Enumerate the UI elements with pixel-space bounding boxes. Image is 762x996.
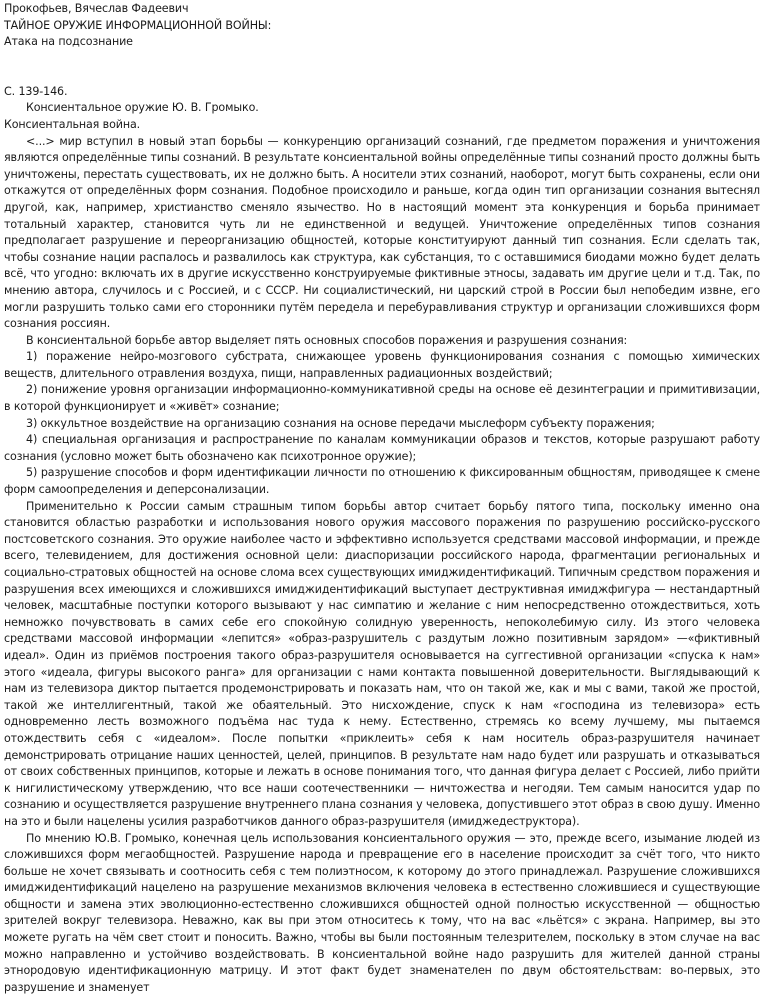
list-item-method-4: 4) специальная организация и распространение по каналам коммуникации образов и текстов, которые разрушают работу сознания (условно может быть обозначено как психотронное оружие); bbox=[4, 432, 760, 465]
list-item-method-1: 1) поражение нейро-мозгового субстрата, снижающее уровень функционирования сознания с помощью химических веществ, длительного отравления воздуха, пищи, направленных радиационных воздействий; bbox=[4, 349, 760, 382]
list-item-method-3: 3) оккультное воздействие на организацию сознания на основе передачи мыслеформ субъекту поражения; bbox=[4, 416, 760, 433]
paragraph-russia: Применительно к России самым страшным типом борьбы автор считает борьбу пятого типа, поскольку именно она становится областью разработки и использования нового оружия массового поражения по разрушению российско-русского постсоветского сознания. Это оружие наиболее часто и эффективно используется средствами массовой информации, и прежде всего, телевидением, для достижения основной цели: диаспоризации российского народа, фрагментации региональных и социально-стратовых общностей на основе слома всех существующих имиджидентификаций. Типичным средством поражения и разрушения всех имеющихся и сложившихся имиджидентификаций выступает деструктивная имиджфигура — нестандартный человек, масштабные поступки которого вызывают у нас симпатию и желание с ним непосредственно отождествиться, хоть немножко почувствовать в самих себе его спокойную солидную уверенность, непоколебимую силу. Из этого человека средствами массовой информации «лепится» «образ-разрушитель с раздутым ложно позитивным зарядом» —«фиктивный идеал». Один из приёмов построения такого образ-разрушителя основывается на суггестивной организации «спуска к нам» этого «идеала, фигуры высокого ранга» для организации с нами контакта повышенной доверительности. Выглядывающий к нам из телевизора диктор пытается продемонстрировать и показать нам, что он такой же, как и мы с вами, такой же простой, такой же интеллигентный, такой же обаятельный. Это нисхождение, спуск к нам «господина из телевизора» есть одновременно лесть возможного подъёма нас туда к нему. Естественно, стремясь ко всему лучшему, мы пытаемся отождествить себя с «идеалом». После попытки «приклеить» себя к нам носитель образ-разрушителя начинает демонстрировать отрицание наших ценностей, целей, принципов. В результате нам надо будет или разрушать и отказываться от своих собственных принципов, которые и лежать в основе понимания того, что данная фигура делает с Россией, либо прийти к нигилистическому утверждению, что все наши соотечественники — ничтожества и негодяи. Тем самым наносится удар по сознанию и осуществляется разрушение внутреннего плана сознания у человека, допустившего этот образ в свою душу. Именно на это и были нацелены усилия разработчиков данного образ-разрушителя (имиджедеструктора). bbox=[4, 499, 760, 831]
section-subtitle: Консиентальная война. bbox=[4, 117, 760, 134]
list-item-method-2: 2) понижение уровня организации информационно-коммуникативной среды на основе её дезинтеграции и примитивизации, в которой функционирует и «живёт» сознание; bbox=[4, 382, 760, 415]
list-item-method-5: 5) разрушение способов и форм идентификации личности по отношению к фиксированным общностям, приводящее к смене форм самоопределения и деперсонализации. bbox=[4, 465, 760, 498]
page-range: С. 139-146. bbox=[4, 84, 760, 101]
book-title: ТАЙНОЕ ОРУЖИЕ ИНФОРМАЦИОННОЙ ВОЙНЫ: bbox=[4, 18, 760, 35]
book-subtitle: Атака на подсознание bbox=[4, 34, 760, 51]
paragraph-gromyko: По мнению Ю.В. Громыко, конечная цель использования консиентального оружия — это, прежде всего, изымание людей из сложившихся форм мегаобщностей. Разрушение народа и превращение его в население происходит за счёт того, что никто больше не хочет связывать и соотносить себя с тем полиэтносом, к которому до этого принадлежал. Разрушение сложившихся имиджидентификаций нацелено на разрушение механизмов включения человека в естественно сложившиеся и существующие общности и замена этих эволюционно-естественно сложившихся общностей одной полностью искусственной — общностью зрителей вокруг телевизора. Неважно, как вы при этом относитесь к тому, что на вас «льётся» с экрана. Например, вы это можете ругать на чём свет стоит и поносить. Важно, чтобы вы были постоянным телезрителем, поскольку в этом случае на вас можно направленно и устойчиво воздействовать. В консиентальной войне надо разрушить для жителей данной страны этнородовую идентификационную матрицу. И этот факт будет знаменателен по двум обстоятельствам: во-первых, это разрушение и знаменует bbox=[4, 831, 760, 996]
paragraph-intro: <...> мир вступил в новый этап борьбы — конкуренцию организаций сознаний, где предметом поражения и уничтожения являются определённые типы сознаний. В результате консиентальной войны определённые типы сознаний просто должны быть уничтожены, перестать существовать, их не должно быть. А носители этих сознаний, наоборот, могут быть сохранены, если они откажутся от определённых форм сознания. Подобное происходило и раньше, когда один тип организации сознания вытеснял другой, как, например, христианство сменяло язычество. Но в настоящий момент эта конкуренция и борьба принимает тотальный характер, становится чуть ли не единственной и ведущей. Уничтожение определённых типов сознания предполагает разрушение и переорганизацию общностей, которые конституируют данный тип сознания. Если сделать так, чтобы сознание нации распалось и развалилось как структура, как субстанция, то с оставшимися биодами можно будет делать всё, что угодно: включать их в другие искусственно конструируемые фиктивные этносы, задавать им другие цели и т.д. Так, по мнению автора, случилось и с Россией, и с СССР. Ни социалистический, ни царский строй в России был непобедим извне, его могли разрушить только сами его сторонники путём передела и перебуравливания структур и организации сложившихся форм сознания россиян. bbox=[4, 134, 760, 333]
author-name: Прокофьев, Вячеслав Фадеевич bbox=[4, 1, 760, 18]
section-title: Консиентальное оружие Ю. В. Громыко. bbox=[4, 100, 760, 117]
document-page bbox=[4, 1, 760, 996]
spacer bbox=[4, 51, 760, 84]
paragraph-five-methods: В консиентальной борьбе автор выделяет пять основных способов поражения и разрушения сознания: bbox=[4, 333, 760, 350]
